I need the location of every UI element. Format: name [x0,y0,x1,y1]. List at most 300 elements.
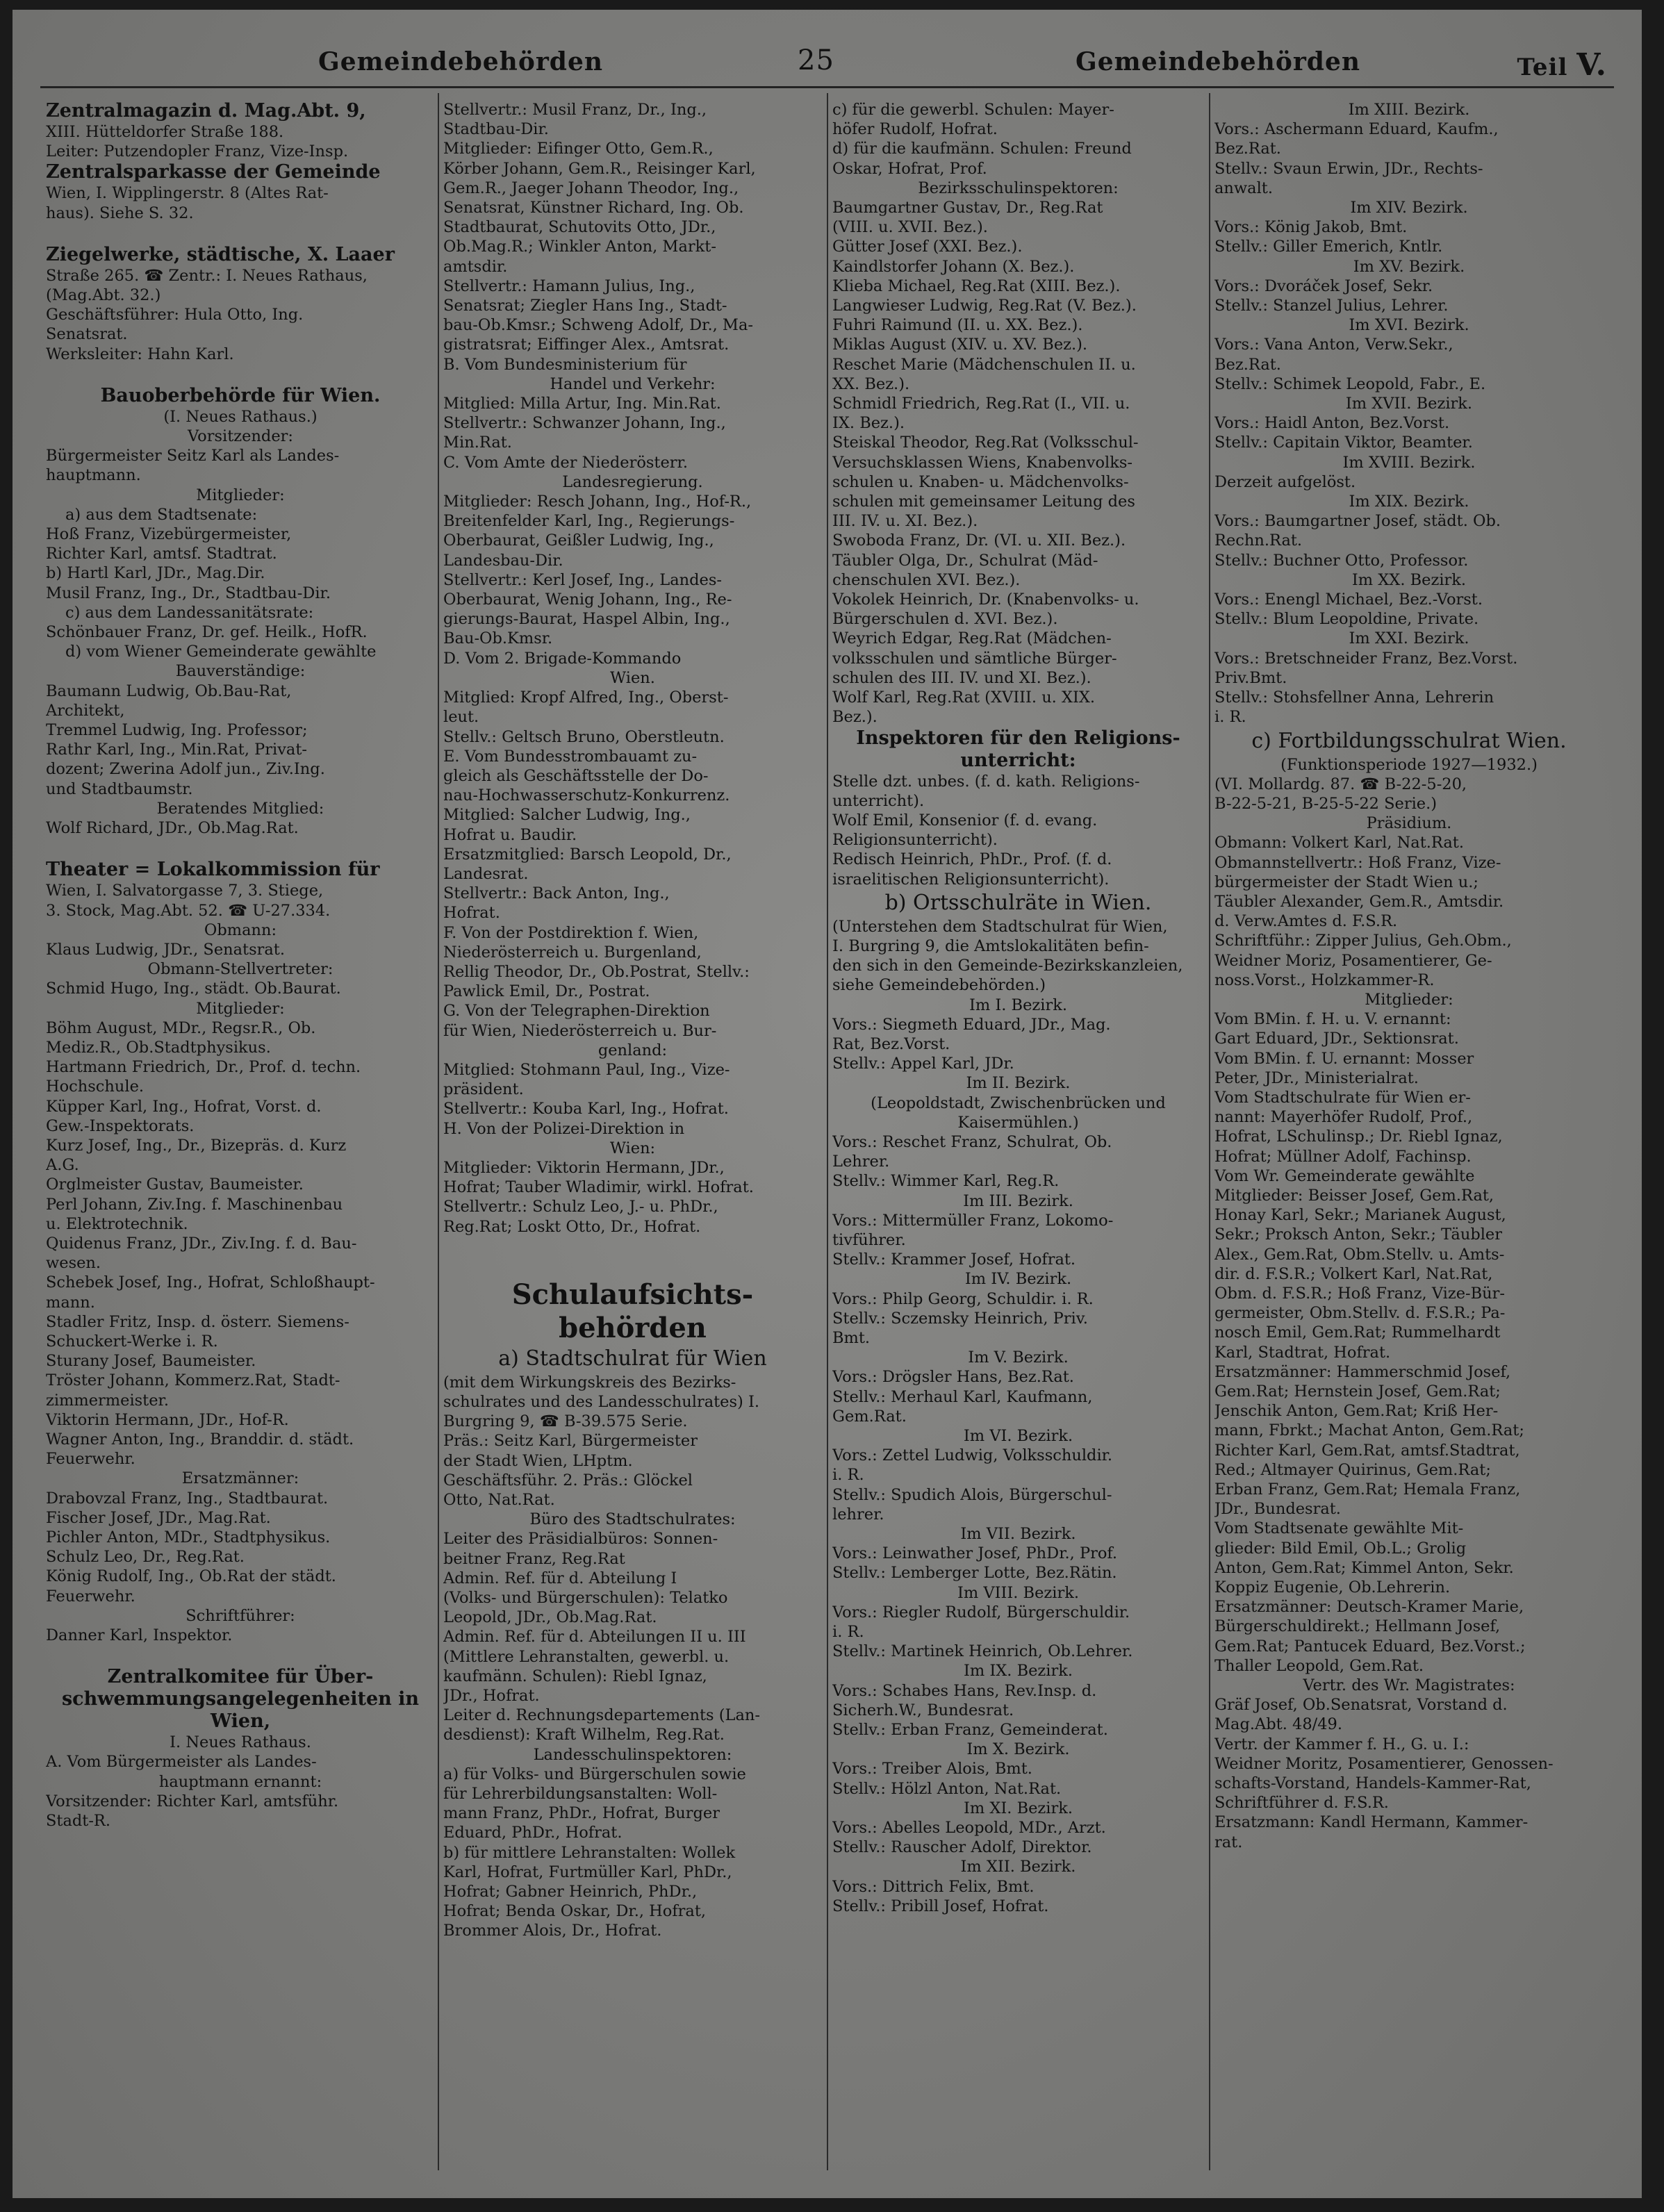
text-line: Lehrer. [832,1153,890,1171]
column-divider [1209,93,1210,2170]
text-line: behörden [559,1311,707,1344]
text-line: Redisch Heinrich, PhDr., Prof. (f. d. [832,850,1112,869]
text-line: I. Burgring 9, die Amtslokalitäten befin- [832,936,1149,955]
text-line: Stellv.: Erban Franz, Gemeinderat. [832,1721,1108,1740]
text-line: Gem.R., Jaeger Johann Theodor, Ing., [443,179,739,197]
text-line: Obm. d. F.S.R.; Hoß Franz, Vize-Bür- [1214,1284,1506,1303]
text-line: dir. d. F.S.R.; Volkert Karl, Nat.Rat, [1214,1264,1493,1283]
text-line: rat. [1214,1833,1243,1851]
text-line: Ersatzmänner: Deutsch-Kramer Marie, [1214,1598,1524,1617]
text-line: Mitglied: Salcher Ludwig, Ing., [443,806,691,825]
text-line: Sicherh.W., Bundesrat. [832,1701,1014,1719]
text-line: Schriftführer: [186,1606,295,1625]
text-line: Stadler Fritz, Insp. d. österr. Siemens- [46,1312,349,1331]
text-line: Hofrat. [443,904,500,923]
text-line: Inspektoren für den Religions- [856,727,1180,749]
text-line: hauptmann ernannt: [158,1772,322,1791]
text-line: Honay Karl, Sekr.; Marianek August, [1214,1206,1506,1225]
text-line: amtsdir. [443,257,508,276]
text-line: (Funktionsperiode 1927—1932.) [1280,755,1538,774]
text-line: Vors.: Enengl Michael, Bez.-Vorst. [1214,591,1483,609]
text-line: Bmt. [832,1328,871,1347]
text-line: kaufmänn. Schulen): Riebl Ignaz, [443,1667,707,1685]
spacer [46,838,435,859]
text-line: Schriftführer d. F.S.R. [1214,1794,1389,1813]
text-line: haus). Siehe S. 32. [46,204,194,222]
text-line: mann Franz, PhDr., Hofrat, Burger [443,1804,720,1823]
text-line: (Mittlere Lehranstalten, gewerbl. u. [443,1647,730,1666]
text-line: Ob.Mag.R.; Winkler Anton, Markt- [443,238,716,256]
text-line: Bürgermeister Seitz Karl als Landes- [46,447,340,465]
text-line: Fuhri Raimund (II. u. XX. Bez.). [832,316,1083,335]
text-line: Wolf Karl, Reg.Rat (XVIII. u. XIX. [832,688,1096,707]
text-line: d) für die kaufmänn. Schulen: Freund [832,140,1132,158]
text-line: (Volks- und Bürgerschulen): Telatko [443,1589,728,1608]
part-label: Teil [1517,53,1568,81]
text-line: Körber Johann, Gem.R., Reisinger Karl, [443,159,756,178]
text-column-1 [46,100,435,2177]
text-line: Theater = Lokalkommission für [46,859,380,881]
text-line: B-22-5-21, B-25-5-22 Serie.) [1214,794,1438,813]
text-line: präsident. [443,1080,524,1099]
text-line: Hofrat u. Baudir. [443,825,577,844]
text-line: siehe Gemeindebehörden.) [832,976,1046,995]
text-line: Landesbau-Dir. [443,551,563,570]
text-line: Gem.Rat; Hernstein Josef, Gem.Rat; [1214,1382,1501,1401]
text-line: Landesrat. [443,864,529,883]
text-line: volksschulen und sämtliche Bürger- [832,649,1117,668]
text-line: Beratendes Mitglied: [156,799,324,818]
text-line: Vom Wr. Gemeinderate gewählte [1214,1166,1475,1185]
text-line: Langwieser Ludwig, Reg.Rat (V. Bez.). [832,297,1137,315]
text-line: dozent; Zwerina Adolf jun., Ziv.Ing. [46,760,325,779]
text-line: a) für Volks- und Bürgerschulen sowie [443,1765,746,1783]
text-line: Mitglieder: Beisser Josef, Gem.Rat, [1214,1186,1494,1205]
text-line: Zentralkomitee für Über- [107,1666,374,1688]
text-line: XX. Bez.). [832,374,910,393]
text-line: Hofrat; Benda Oskar, Dr., Hofrat, [443,1902,707,1921]
text-line: Religionsunterricht). [832,831,998,850]
text-line: Im IX. Bezirk. [963,1662,1073,1681]
text-line: schulen des III. IV. und XI. Bez.). [832,668,1092,687]
text-line: Rat, Bez.Vorst. [832,1034,950,1053]
spacer [46,364,435,385]
spacer [46,223,435,244]
text-line: Stellv.: Giller Emerich, Kntlr. [1214,238,1443,256]
running-title-right: Gemeindebehörden [1076,47,1361,76]
part-indicator [1517,47,1607,83]
text-line: (Leopoldstadt, Zwischenbrücken und [871,1093,1166,1112]
text-line: Büro des Stadtschulrates: [529,1510,736,1529]
text-line: Burgring 9, ☎ B-39.575 Serie. [443,1412,688,1431]
text-line: i. R. [832,1466,864,1485]
text-line: Tremmel Ludwig, Ing. Professor; [46,721,308,740]
text-line: Vors.: Drögsler Hans, Bez.Rat. [832,1368,1074,1387]
text-line: Im VI. Bezirk. [963,1427,1073,1445]
text-line: b) Hartl Karl, JDr., Mag.Dir. [46,564,265,583]
text-line: Vors.: Haidl Anton, Bez.Vorst. [1214,414,1450,433]
text-line: gierungs-Baurat, Haspel Albin, Ing., [443,610,730,629]
text-line: Wien, [210,1710,271,1733]
text-line: Wolf Richard, JDr., Ob.Mag.Rat. [46,819,299,838]
text-line: Klieba Michael, Reg.Rat (XIII. Bez.). [832,276,1121,295]
text-line: Wien, I. Wipplingerstr. 8 (Altes Rat- [46,184,329,203]
text-line: Schulaufsichts- [511,1278,754,1311]
text-line: Richter Karl, amtsf. Stadtrat. [46,545,277,563]
text-line: tivführer. [832,1230,906,1249]
text-line: gleich als Geschäftsstelle der Do- [443,766,709,785]
text-line: Stellv.: Lemberger Lotte, Bez.Rätin. [832,1564,1117,1583]
text-line: Karl, Hofrat, Furtmüller Karl, PhDr., [443,1863,732,1881]
text-line: bürgermeister der Stadt Wien u.; [1214,873,1478,891]
text-line: Mitglieder: [196,486,285,504]
text-line: Brommer Alois, Dr., Hofrat. [443,1922,662,1940]
text-line: Koppiz Eugenie, Ob.Lehrerin. [1214,1578,1451,1597]
text-line: Ersatzmitglied: Barsch Leopold, Dr., [443,845,732,864]
text-line: Hofrat, LSchulinsp.; Dr. Riebl Ignaz, [1214,1128,1503,1146]
text-line: Rathr Karl, Ing., Min.Rat, Privat- [46,741,307,759]
text-line: a) Stadtschulrat für Wien [498,1346,767,1371]
text-line: Rechn.Rat. [1214,531,1303,550]
text-line: Stellv.: Appel Karl, JDr. [832,1055,1014,1073]
text-line: Mitglieder: Viktorin Hermann, JDr., [443,1158,725,1177]
text-line: c) aus dem Landessanitätsrate: [65,603,314,622]
text-line: Vom Stadtschulrate für Wien er- [1214,1088,1471,1107]
text-line: Schmid Hugo, Ing., städt. Ob.Baurat. [46,980,341,998]
text-line: Senatsrat. [46,325,128,344]
text-line: (mit dem Wirkungskreis des Bezirks- [443,1373,736,1392]
text-line: Im XVII. Bezirk. [1345,395,1473,413]
text-line: Stellv.: Pribill Josef, Hofrat. [832,1897,1049,1915]
text-line: Admin. Ref. für d. Abteilung I [443,1569,677,1587]
text-line: Perl Johann, Ziv.Ing. f. Maschinenbau [46,1195,343,1214]
text-line: Orglmeister Gustav, Baumeister. [46,1175,304,1194]
text-line: Gem.Rat. [832,1407,907,1426]
text-line: Vors.: Bretschneider Franz, Bez.Vorst. [1214,649,1518,668]
text-line: Im X. Bezirk. [966,1740,1070,1759]
text-line: zimmermeister. [46,1391,169,1410]
column-divider [827,93,828,2170]
text-line: gistratsrat; Eiffinger Alex., Amtsrat. [443,336,730,354]
text-line: glieder: Bild Emil, Ob.L.; Grolig [1214,1539,1467,1558]
text-line: Bez.Rat. [1214,140,1281,158]
text-line: Küpper Karl, Ing., Hofrat, Vorst. d. [46,1097,322,1116]
text-line: Stellv.: Spudich Alois, Bürgerschul- [832,1485,1112,1504]
text-line: Mitglied: Kropf Alfred, Ing., Oberst- [443,688,729,707]
text-line: Wien: [609,1139,656,1157]
text-line: Klaus Ludwig, JDr., Senatsrat. [46,940,285,959]
text-line: Mitglieder: Eifinger Otto, Gem.R., [443,140,714,158]
text-line: Im VII. Bezirk. [960,1525,1076,1544]
text-line: Vors.: Aschermann Eduard, Kaufm., [1214,120,1499,139]
text-line: schafts-Vorstand, Handels-Kammer-Rat, [1214,1774,1531,1793]
text-line: Ziegelwerke, städtische, X. Laaer [46,243,395,265]
text-line: mann. [46,1293,95,1312]
text-line: Wolf Emil, Konsenior (f. d. evang. [832,811,1098,830]
text-line: d) vom Wiener Gemeinderate gewählte [65,643,377,661]
text-line: 3. Stock, Mag.Abt. 52. ☎ U-27.334. [46,901,331,920]
text-line: unterricht: [960,749,1076,771]
text-line: Anton, Gem.Rat; Kimmel Anton, Sekr. [1214,1558,1514,1577]
text-line: c) für die gewerbl. Schulen: Mayer- [832,101,1114,119]
text-line: Richter Karl, Gem.Rat, amtsf.Stadtrat, [1214,1441,1520,1460]
text-line: schwemmungsangelegenheiten in [61,1688,420,1710]
text-line: Ersatzmann: Kandl Hermann, Kammer- [1214,1813,1529,1832]
text-line: Stellv.: Martinek Heinrich, Ob.Lehrer. [832,1642,1133,1661]
text-line: Leiter des Präsidialbüros: Sonnen- [443,1530,718,1549]
text-line: Vors.: Vana Anton, Verw.Sekr., [1214,336,1453,354]
text-line: desdienst): Kraft Wilhelm, Reg.Rat. [443,1726,725,1744]
text-line: Steiskal Theodor, Reg.Rat (Volksschul- [832,434,1139,452]
text-line: Stellv.: Geltsch Bruno, Oberstleutn. [443,727,725,746]
text-line: Drabovzal Franz, Ing., Stadtbaurat. [46,1489,329,1508]
text-line: Schmidl Friedrich, Reg.Rat (I., VII. u. [832,395,1130,413]
text-line: Hofrat; Müllner Adolf, Fachinsp. [1214,1147,1472,1166]
text-line: Stelle dzt. unbes. (f. d. kath. Religions- [832,772,1140,791]
text-line: Tröster Johann, Kommerz.Rat, Stadt- [46,1371,340,1390]
text-line: Hofrat; Gabner Heinrich, PhDr., [443,1883,698,1901]
text-line: Präsidium. [1366,814,1452,833]
text-line: Gem.Rat; Pantucek Eduard, Bez.Vorst.; [1214,1637,1526,1656]
text-line: Bez.Rat. [1214,355,1281,374]
text-line: anwalt. [1214,179,1273,197]
text-line: unterricht). [832,791,925,810]
text-line: Weidner Moriz, Posamentierer, Ge- [1214,951,1492,970]
text-line: Feuerwehr. [46,1587,135,1606]
text-line: Fischer Josef, JDr., Mag.Rat. [46,1508,271,1527]
text-line: Bauverständige: [175,662,306,681]
text-line: d. Verw.Amtes d. F.S.R. [1214,912,1398,931]
text-line: Mitglied: Stohmann Paul, Ing., Vize- [443,1060,730,1079]
text-line: C. Vom Amte der Niederösterr. [443,453,688,472]
text-line: Vokolek Heinrich, Dr. (Knabenvolks- u. [832,591,1139,609]
text-line: Handel und Verkehr: [550,374,716,393]
text-line: Mitglieder: [1365,990,1453,1009]
text-line: c) Fortbildungsschulrat Wien. [1251,728,1567,753]
text-line: nannt: Mayerhöfer Rudolf, Prof., [1214,1108,1473,1127]
text-line: Jenschik Anton, Gem.Rat; Kriß Her- [1214,1402,1499,1421]
text-line: Im XV. Bezirk. [1353,257,1465,276]
text-line: Versuchsklassen Wiens, Knabenvolks- [832,453,1132,472]
text-line: Musil Franz, Ing., Dr., Stadtbau-Dir. [46,584,331,602]
text-line: Im XXI. Bezirk. [1349,629,1469,648]
text-line: Sekr.; Proksch Anton, Sekr.; Täubler [1214,1225,1502,1244]
text-line: Bauoberbehörde für Wien. [100,384,381,406]
text-line: Bürgerschulen d. XVI. Bez.). [832,610,1058,629]
text-line: Niederösterreich u. Burgenland, [443,943,702,961]
text-line: Derzeit aufgelöst. [1214,472,1356,491]
text-column-2 [443,100,822,2177]
text-column-3 [832,100,1204,2177]
text-line: Stellvertr.: Schwanzer Johann, Ing., [443,414,726,433]
text-line: König Rudolf, Ing., Ob.Rat der städt. [46,1567,336,1586]
text-line: Vors.: Leinwather Josef, PhDr., Prof. [832,1544,1118,1563]
text-line: Im III. Bezirk. [963,1191,1073,1210]
page-number: 25 [798,44,834,76]
text-line: hauptmann. [46,466,141,485]
text-line: b) Ortsschulräte in Wien. [884,890,1152,915]
text-line: Oskar, Hofrat, Prof. [832,159,987,178]
text-line: b) für mittlere Lehranstalten: Wollek [443,1843,736,1862]
text-line: nosch Emil, Gem.Rat; Rummelhardt [1214,1323,1501,1342]
text-line: I. Neues Rathaus. [170,1733,311,1752]
text-line: Hartmann Friedrich, Dr., Prof. d. techn. [46,1058,361,1077]
text-line: Karl, Stadtrat, Hofrat. [1214,1343,1391,1362]
text-line: genland: [598,1041,668,1059]
text-line: Vors.: Mittermüller Franz, Lokomo- [832,1211,1114,1230]
text-line: Miklas August (XIV. u. XV. Bez.). [832,336,1088,354]
text-line: Otto, Nat.Rat. [443,1491,555,1509]
text-line: (Unterstehen dem Stadtschulrat für Wien, [832,917,1168,936]
text-line: Stellvertr.: Hamann Julius, Ing., [443,276,695,295]
text-line: Wien, I. Salvatorgasse 7, 3. Stiege, [46,882,324,900]
text-line: für Lehrerbildungsanstalten: Woll- [443,1785,718,1804]
text-line: Bezirksschulinspektoren: [918,179,1119,197]
text-line: Stellv.: Capitain Viktor, Beamter. [1214,434,1473,452]
text-line: mann, Fbrkt.; Machat Anton, Gem.Rat; [1214,1421,1524,1440]
text-line: Stellv.: Krammer Josef, Hofrat. [832,1251,1076,1269]
part-number: V. [1576,47,1607,83]
text-line: Erban Franz, Gem.Rat; Hemala Franz, [1214,1480,1521,1499]
text-line: Vors.: Schabes Hans, Rev.Insp. d. [832,1681,1097,1700]
text-line: (Mag.Abt. 32.) [46,286,161,305]
text-line: Straße 265. ☎ Zentr.: I. Neues Rathaus, [46,266,368,285]
text-line: Hoß Franz, Vizebürgermeister, [46,525,292,544]
text-line: Vors.: Dvoráček Josef, Sekr. [1214,276,1433,295]
text-line: Obmann-Stellvertreter: [147,960,333,979]
text-line: Stellv.: Stanzel Julius, Lehrer. [1214,297,1449,315]
text-line: Wagner Anton, Ing., Branddir. d. städt. [46,1430,354,1448]
text-line: Danner Karl, Inspektor. [46,1626,233,1645]
text-line: Im XI. Bezirk. [963,1799,1073,1817]
text-line: Reschet Marie (Mädchenschulen II. u. [832,355,1136,374]
text-line: leut. [443,708,479,727]
text-line: Täubler Olga, Dr., Schulrat (Mäd- [832,551,1098,570]
text-line: Pichler Anton, MDr., Stadtphysikus. [46,1528,331,1546]
text-line: Mitglied: Milla Artur, Ing. Min.Rat. [443,395,721,413]
text-line: Geschäftsführer: Hula Otto, Ing. [46,306,304,324]
text-line: Stellv.: Wimmer Karl, Reg.R. [832,1172,1060,1191]
text-line: Stellvertr.: Kouba Karl, Ing., Hofrat. [443,1100,729,1119]
text-line: Oberbaurat, Geißler Ludwig, Ing., [443,531,714,550]
text-line: Admin. Ref. für d. Abteilungen II u. III [443,1628,746,1646]
text-line: Stellv.: Blum Leopoldine, Private. [1214,610,1479,629]
text-line: Im XVIII. Bezirk. [1342,453,1476,472]
text-line: F. Von der Postdirektion f. Wien, [443,923,699,942]
text-line: Wien. [610,668,655,687]
text-line: lehrer. [832,1505,884,1524]
text-line: JDr., Bundesrat. [1214,1500,1341,1519]
text-line: Zentralmagazin d. Mag.Abt. 9, [46,100,366,122]
text-line: Vertr. des Wr. Magistrates: [1303,1676,1515,1695]
text-line: Vors.: Reschet Franz, Schulrat, Ob. [832,1132,1112,1151]
text-line: Im VIII. Bezirk. [957,1583,1080,1602]
text-line: (I. Neues Rathaus.) [163,407,318,426]
text-line: Alex., Gem.Rat, Obm.Stellv. u. Amts- [1214,1245,1505,1264]
text-line: Im II. Bezirk. [966,1074,1071,1093]
text-line: Schriftführ.: Zipper Julius, Geh.Obm., [1214,932,1512,950]
text-line: chenschulen XVI. Bez.). [832,570,1021,589]
text-line: Leiter: Putzendopler Franz, Vize-Insp. [46,142,349,161]
text-line: Gräf Josef, Ob.Senatsrat, Vorstand d. [1214,1696,1508,1715]
text-line: Im XX. Bezirk. [1351,570,1467,589]
text-line: Baumann Ludwig, Ob.Bau-Rat, [46,682,292,700]
text-line: Vom Stadtsenate gewählte Mit- [1214,1519,1464,1538]
text-line: Vertr. der Kammer f. H., G. u. I.: [1214,1735,1469,1753]
text-line: Bürgerschuldirekt.; Hellmann Josef, [1214,1617,1501,1636]
text-line: Im IV. Bezirk. [964,1270,1072,1289]
text-line: D. Vom 2. Brigade-Kommando [443,649,682,668]
text-line: Senatsrat, Künstner Richard, Ing. Ob. [443,199,744,217]
text-line: (VI. Mollardg. 87. ☎ B-22-5-20, [1214,775,1467,793]
text-line: Sturany Josef, Baumeister. [46,1352,256,1371]
text-line: Stadtbaurat, Schutovits Otto, JDr., [443,218,716,237]
text-line: IX. Bez.). [832,414,905,433]
text-line: Mitglieder: [196,999,285,1018]
text-line: Schulz Leo, Dr., Reg.Rat. [46,1548,245,1567]
text-line: Leiter d. Rechnungsdepartements (Lan- [443,1706,760,1725]
text-line: Im V. Bezirk. [968,1348,1069,1367]
text-line: Vorsitzender: [188,427,293,446]
text-line: höfer Rudolf, Hofrat. [832,120,998,139]
text-line: Stellv.: Buchner Otto, Professor. [1214,551,1469,570]
text-column-4 [1214,100,1604,2177]
text-line: Kaindlstorfer Johann (X. Bez.). [832,257,1075,276]
text-line: wesen. [46,1254,101,1273]
text-line: Vors.: König Jakob, Bmt. [1214,218,1408,237]
text-line: Weyrich Edgar, Reg.Rat (Mädchen- [832,629,1112,648]
spacer [443,1237,822,1257]
text-line: Quidenus Franz, JDr., Ziv.Ing. f. d. Bau- [46,1234,357,1253]
text-line: B. Vom Bundesministerium für [443,355,687,374]
text-line: Präs.: Seitz Karl, Bürgermeister [443,1432,698,1451]
text-line: Baumgartner Gustav, Dr., Reg.Rat [832,199,1103,217]
text-line: Landesregierung. [562,472,703,491]
text-line: Vors.: Treiber Alois, Bmt. [832,1760,1032,1778]
text-line: israelitischen Religionsunterricht). [832,870,1110,889]
text-line: i. R. [1214,708,1246,727]
text-line: Vors.: Abelles Leopold, MDr., Arzt. [832,1819,1106,1838]
text-line: Pawlick Emil, Dr., Postrat. [443,982,650,1001]
text-line: noss.Vorst., Holzkammer-R. [1214,971,1435,989]
text-line: Vors.: Riegler Rudolf, Bürgerschuldir. [832,1603,1130,1621]
text-line: Vors.: Philp Georg, Schuldir. i. R. [832,1289,1094,1308]
text-line: Viktorin Hermann, JDr., Hof-R. [46,1410,289,1429]
text-line: Ersatzmänner: Hammerschmid Josef, [1214,1362,1511,1381]
text-line: Mitglieder: Resch Johann, Ing., Hof-R., [443,493,752,511]
text-line: Stadt-R. [46,1812,111,1831]
text-line: germeister, Obm.Stellv. d. F.S.R.; Pa- [1214,1304,1506,1323]
text-line: Vors.: Dittrich Felix, Bmt. [832,1877,1035,1896]
text-line: G. Von der Telegraphen-Direktion [443,1002,710,1021]
text-line: der Stadt Wien, LHptm. [443,1451,633,1470]
text-line: schulrates und des Landesschulrates) I. [443,1392,759,1411]
text-line: beitner Franz, Reg.Rat [443,1549,625,1568]
text-line: Vors.: Baumgartner Josef, städt. Ob. [1214,512,1501,531]
text-line: Obmannstellvertr.: Hoß Franz, Vize- [1214,853,1501,872]
text-line: Stellvertr.: Back Anton, Ing., [443,884,670,903]
text-line: Bez.). [832,708,878,727]
text-line: Stellvertr.: Kerl Josef, Ing., Landes- [443,570,722,589]
spacer [46,1645,435,1666]
text-line: Schuckert-Werke i. R. [46,1332,218,1351]
text-line: Im I. Bezirk. [969,996,1067,1014]
text-line: Mediz.R., Ob.Stadtphysikus. [46,1038,271,1057]
text-line: Im XVI. Bezirk. [1349,316,1469,335]
text-line: für Wien, Niederösterreich u. Bur- [443,1021,717,1040]
text-line: A.G. [46,1156,79,1175]
text-line: H. Von der Polizei-Direktion in [443,1119,685,1138]
